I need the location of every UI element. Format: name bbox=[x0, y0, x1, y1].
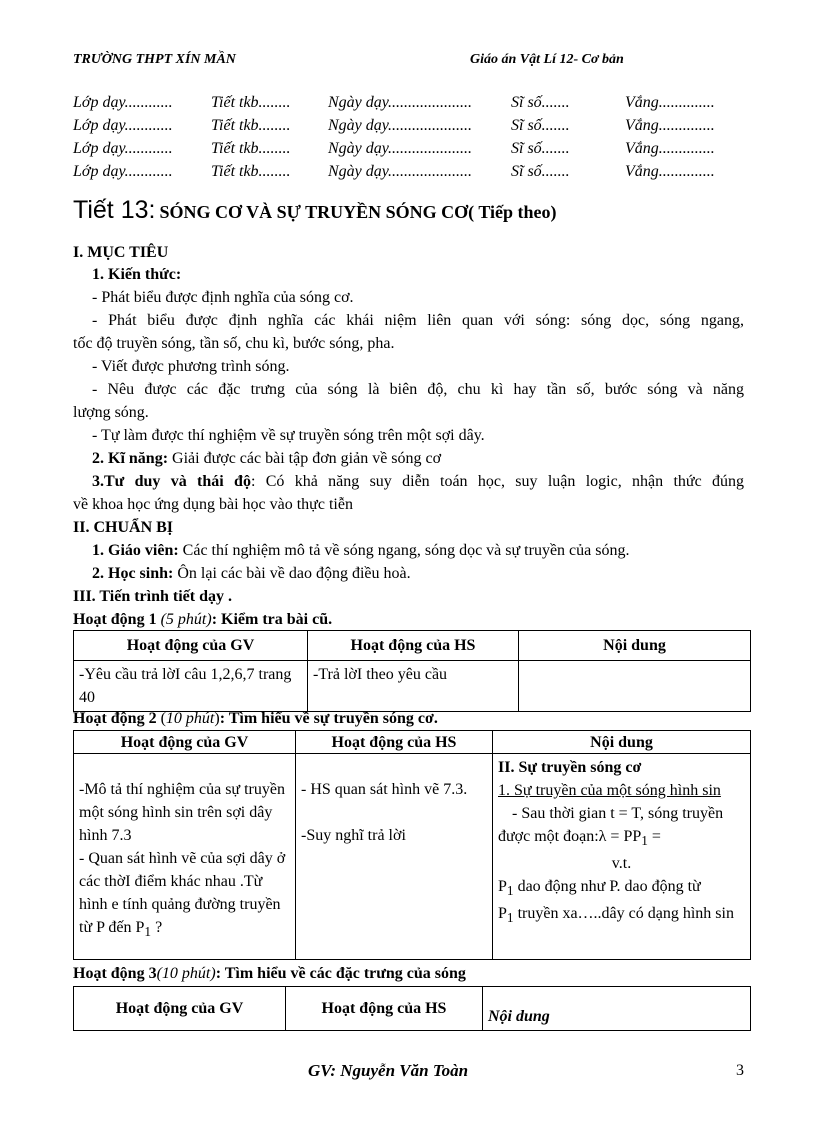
table-header: Hoạt động của GV bbox=[74, 731, 296, 754]
activity2-table bbox=[73, 730, 751, 960]
process-heading: III. Tiến trình tiết dạy . bbox=[73, 588, 232, 605]
knowledge-item-cont: lượng sóng. bbox=[73, 404, 149, 421]
hs-step: -Suy nghĩ trả lời bbox=[301, 827, 406, 844]
student-label: 2. Học sinh: bbox=[92, 565, 174, 582]
skills-line bbox=[92, 448, 441, 470]
table-cell-gv bbox=[74, 754, 296, 960]
date-field: Ngày dạy..................... bbox=[328, 94, 472, 111]
content-text: $P_1$ truyền xa…..dây có dạng hình sin bbox=[498, 905, 734, 926]
subject-title: Giáo án Vật Lí 12- Cơ bản bbox=[470, 52, 624, 67]
skills-label: 2. Kĩ năng: bbox=[92, 450, 169, 467]
table-cell-hs bbox=[296, 754, 493, 960]
knowledge-heading: 1. Kiến thức: bbox=[92, 266, 182, 283]
student-text: Ôn lại các bài về dao động điều hoà. bbox=[173, 565, 411, 582]
lesson-title bbox=[73, 196, 557, 225]
absent-field: Vắng.............. bbox=[625, 117, 715, 134]
table-cell: -Yêu cầu trả lờI câu 1,2,6,7 trang 40 bbox=[74, 661, 308, 712]
hs-step: - HS quan sát hình vẽ 7.3. bbox=[301, 781, 468, 798]
thinking-line-cont: về khoa học ứng dụng bài học vào thực tiễn bbox=[73, 496, 353, 513]
student-prep bbox=[92, 563, 411, 585]
period-field: Tiết tkb........ bbox=[211, 117, 291, 134]
activity3-heading: Hoạt động 3(10 phút): Tìm hiểu về các đặc trưng của sóng bbox=[73, 965, 466, 982]
table-header: Hoạt động của GV bbox=[74, 631, 308, 661]
skills-text: Giải được các bài tập đơn giản về sóng cơ bbox=[168, 450, 442, 467]
table-header: Nội dung bbox=[519, 631, 751, 661]
knowledge-item: - Nêu được các đặc trưng của sóng là biên độ, chu kì hay tần số, bước sóng và năng bbox=[92, 381, 744, 398]
activity3-table bbox=[73, 986, 751, 1031]
knowledge-item: - Tự làm được thí nghiệm về sự truyền sóng trên một sợi dây. bbox=[92, 427, 485, 444]
class-field: Lớp dạy............ bbox=[73, 94, 173, 111]
class-field: Lớp dạy............ bbox=[73, 163, 173, 180]
lesson-number: Tiết 13: bbox=[73, 196, 156, 224]
activity1-table bbox=[73, 630, 751, 712]
class-field: Lớp dạy............ bbox=[73, 140, 173, 157]
table-header: Hoạt động của GV bbox=[74, 987, 286, 1031]
attendance-field: Sĩ số....... bbox=[511, 163, 570, 180]
knowledge-item: - Phát biểu được định nghĩa các khái niệm liên quan với sóng: sóng dọc, sóng ngang, bbox=[92, 312, 744, 329]
table-header: Hoạt động của HS bbox=[286, 987, 483, 1031]
thinking-line bbox=[92, 471, 744, 493]
table-header: Hoạt động của HS bbox=[308, 631, 519, 661]
gv-step: -Mô tả thí nghiệm của sự truyền một sóng hình sin trên sợi dây hình 7.3 bbox=[79, 781, 285, 844]
date-field: Ngày dạy..................... bbox=[328, 117, 472, 134]
table-cell: -Trả lờI theo yêu cầu bbox=[308, 661, 519, 712]
attendance-field: Sĩ số....... bbox=[511, 94, 570, 111]
preparation-heading: II. CHUẨN BỊ bbox=[73, 519, 174, 536]
class-field: Lớp dạy............ bbox=[73, 117, 173, 134]
activity1-heading: Hoạt động 1 (5 phút): Kiểm tra bài cũ. bbox=[73, 611, 333, 628]
period-field: Tiết tkb........ bbox=[211, 163, 291, 180]
table-header: Nội dung bbox=[493, 731, 751, 754]
attendance-field: Sĩ số....... bbox=[511, 117, 570, 134]
attendance-field: Sĩ số....... bbox=[511, 140, 570, 157]
teacher-name: GV: Nguyễn Văn Toàn bbox=[308, 1061, 469, 1080]
knowledge-item-cont: tốc độ truyền sóng, tần số, chu kì, bước sóng, pha. bbox=[73, 335, 395, 352]
content-text: v.t. bbox=[611, 855, 632, 873]
table-header: Nội dung bbox=[483, 987, 751, 1031]
lesson-name: SÓNG CƠ VÀ SỰ TRUYỀN SÓNG CƠ( Tiếp theo) bbox=[159, 202, 557, 222]
absent-field: Vắng.............. bbox=[625, 163, 715, 180]
knowledge-item: - Viết được phương trình sóng. bbox=[92, 358, 290, 375]
absent-field: Vắng.............. bbox=[625, 94, 715, 111]
activity2-heading: Hoạt động 2 (10 phút): Tìm hiểu về sự truyền sóng cơ. bbox=[73, 710, 438, 727]
thinking-label: 3.Tư duy và thái độ bbox=[92, 473, 251, 490]
teacher-text: Các thí nghiệm mô tả về sóng ngang, sóng dọc và sự truyền của sóng. bbox=[178, 542, 630, 559]
content-subheading: 1. Sự truyền của một sóng hình sin bbox=[498, 782, 721, 799]
knowledge-item: - Phát biểu được định nghĩa của sóng cơ. bbox=[92, 289, 354, 306]
content-text: $P_1$ dao động như P. dao động từ bbox=[498, 878, 701, 899]
table-header: Hoạt động của HS bbox=[296, 731, 493, 754]
table-cell-nd bbox=[493, 754, 751, 960]
table-cell bbox=[519, 661, 751, 712]
absent-field: Vắng.............. bbox=[625, 140, 715, 157]
period-field: Tiết tkb........ bbox=[211, 140, 291, 157]
period-field: Tiết tkb........ bbox=[211, 94, 291, 111]
objectives-heading: I. MỤC TIÊU bbox=[73, 244, 169, 261]
thinking-text: : Có khả năng suy diễn toán học, suy luận logic, nhận thức đúng bbox=[250, 473, 745, 490]
date-field: Ngày dạy..................... bbox=[328, 163, 472, 180]
teacher-prep bbox=[92, 540, 629, 562]
school-name: TRƯỜNG THPT XÍN MẦN bbox=[73, 52, 236, 67]
page-number: 3 bbox=[736, 1062, 744, 1079]
teacher-label: 1. Giáo viên: bbox=[92, 542, 179, 559]
content-heading: II. Sự truyền sóng cơ bbox=[498, 759, 642, 776]
content-text: - Sau thời gian t = T, sóng truyền được một đoạn:λ = $PP_1$ = bbox=[498, 805, 724, 849]
gv-step: - Quan sát hình vẽ của sợi dây ở các thờI điểm khác nhau .Từ hình e tính quảng đường truyền từ P đến $P_1$ ? bbox=[79, 850, 286, 940]
date-field: Ngày dạy..................... bbox=[328, 140, 472, 157]
